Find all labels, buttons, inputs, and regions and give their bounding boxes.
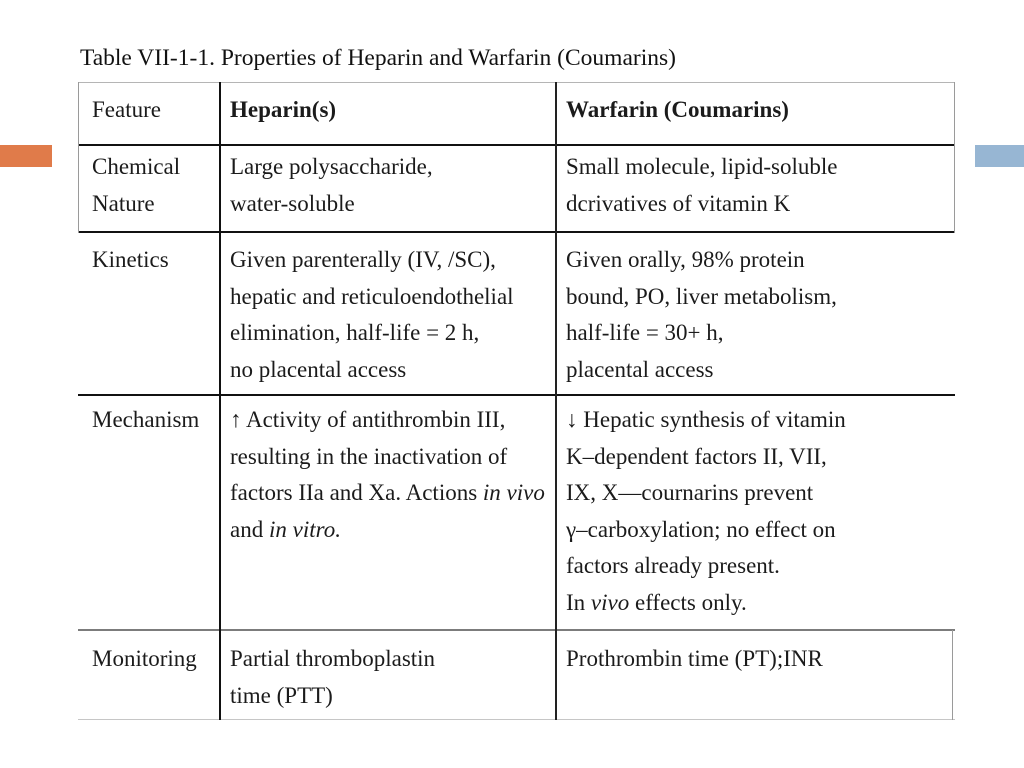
accent-bar-left <box>0 145 52 167</box>
row-divider <box>78 629 955 631</box>
heparin-text-line: elimination, half-life = 2 h, <box>230 320 480 346</box>
heparin-text-line <box>230 512 545 549</box>
italic-term: in vivo <box>482 480 545 506</box>
heparin-text-line: Partial thromboplastin <box>230 646 436 671</box>
warfarin-text-line: Prothrombin time (PT);INR <box>566 646 823 671</box>
feature-cell <box>92 402 199 439</box>
heparin-text-line: ↑ Activity of antithrombin III, <box>230 407 506 432</box>
feature-cell <box>92 149 180 222</box>
warfarin-text-line: IX, X—cournarins prevent <box>566 480 814 506</box>
heparin-cell <box>230 242 514 388</box>
feature-cell <box>92 242 169 279</box>
feature-text-line: Nature <box>92 190 155 216</box>
header-warfarin: Warfarin (Coumarins) <box>566 97 789 122</box>
italic-term: in vitro. <box>268 516 341 542</box>
warfarin-cell <box>566 149 838 222</box>
warfarin-text-line: placental access <box>566 356 714 382</box>
feature-text-line: Mechanism <box>92 407 200 432</box>
heparin-text-line: water-soluble <box>230 190 355 216</box>
heparin-text-line: Large polysaccharide, <box>230 154 433 179</box>
table-row-mechanism <box>78 402 955 615</box>
properties-table <box>78 82 955 722</box>
table-caption: Table VII-1-1. Properties of Heparin and Warfarin (Coumarins) <box>80 45 676 71</box>
warfarin-text-line: factors already present. <box>566 553 780 579</box>
warfarin-cell <box>566 641 823 678</box>
heparin-text-line: Given parenterally (IV, /SC), <box>230 247 496 272</box>
text-segment: effects only. <box>629 589 747 615</box>
feature-cell <box>92 641 197 678</box>
heparin-cell <box>230 402 545 548</box>
text-segment: factors IIa and Xa. Actions <box>230 480 483 506</box>
warfarin-text-line: bound, PO, liver metabolism, <box>566 283 837 309</box>
warfarin-text-line: ↓ Hepatic synthesis of vitamin <box>566 407 846 432</box>
feature-text-line: Monitoring <box>92 646 197 671</box>
heparin-cell <box>230 641 435 714</box>
warfarin-text-line <box>566 585 846 622</box>
feature-text-line: Chemical <box>92 154 181 179</box>
warfarin-text-line: Small molecule, lipid-soluble <box>566 154 838 179</box>
feature-text-line: Kinetics <box>92 247 169 272</box>
table-bottom-border <box>78 719 955 720</box>
heparin-cell <box>230 149 433 222</box>
column-divider <box>219 82 221 720</box>
header-divider <box>78 144 955 146</box>
table-row-monitoring <box>78 641 955 708</box>
accent-bar-right <box>975 145 1024 167</box>
heparin-text-line: no placental access <box>230 356 407 382</box>
table-row-chemical-nature <box>78 149 955 216</box>
warfarin-text-line: dcrivatives of vitamin K <box>566 190 791 216</box>
header-feature: Feature <box>92 97 161 122</box>
table-header-row <box>78 92 955 122</box>
italic-term: vivo <box>590 589 630 615</box>
warfarin-cell <box>566 242 837 388</box>
warfarin-cell <box>566 402 846 622</box>
table-row-kinetics <box>78 242 955 382</box>
row-divider <box>78 394 955 396</box>
table-top-border <box>78 82 955 83</box>
column-divider <box>555 82 557 720</box>
warfarin-text-line: Given orally, 98% protein <box>566 247 805 272</box>
warfarin-text-line: γ–carboxylation; no effect on <box>566 516 836 542</box>
text-segment: and <box>230 516 269 542</box>
heparin-text-line: resulting in the inactivation of <box>230 443 508 469</box>
heparin-text-line: hepatic and reticuloendothelial <box>230 283 514 309</box>
header-heparin: Heparin(s) <box>230 97 337 122</box>
text-segment: In <box>566 589 591 615</box>
heparin-text-line: time (PTT) <box>230 682 333 708</box>
heparin-text-line <box>230 475 545 512</box>
warfarin-text-line: K–dependent factors II, VII, <box>566 443 827 469</box>
warfarin-text-line: half-life = 30+ h, <box>566 320 724 346</box>
row-divider <box>78 231 955 233</box>
